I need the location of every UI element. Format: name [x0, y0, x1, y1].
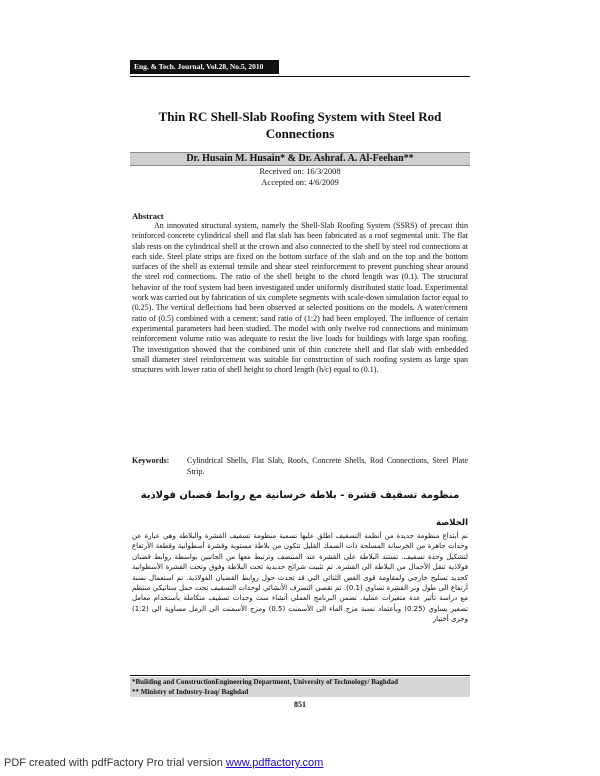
header-rule	[130, 76, 470, 77]
keywords-text: Cylindrical Shells, Flat Slab, Roofs, Concrete Shells, Rod Connections, Steel Plate Strip.	[187, 456, 468, 476]
journal-header: Eng. & Tech. Journal, Vol.28, No.5, 2010	[130, 60, 279, 74]
footnotes	[130, 677, 470, 697]
abstract-heading: Abstract	[132, 211, 164, 221]
footnote-rule	[130, 675, 470, 676]
arabic-abstract-text: تم أبتداع منظومة جديدة من أنظمة التسقيف اطلق عليها تسمية منظومة تسقيف القشرة والبلاطة وهي عبارة عن وحدات جاهزة من الخرسانة المسلحة ذات السمك القليل تتكون من بلاطة مستوية وقشرة أسطوانية وقطعة الأرتفاع لتشكيل وحدة تسقيف. تستند البلاطة على القشرة عند المنتصف وترتبط معها من الجانبين بواسطة روابط قضبان فولاذية تنقل الأحمال من البلاطة الى القشرة. تم تثبيت شرائح حديدية تحت البلاطة وفوق وتحت القشرة الأسطوانية كحديد تسليح خارجي ولمقاومة قوى القص الثنائي التي قد تحدث حول روابط القضبان الفولاذية. تم استعمال نسبة أرتفاع الى طول وتر القشرة تساوي (0.1). تم تقصي التصرف الأنشائي لوحدات التسقيف تحت حمل ستاتيكي منتظم مع دراسة تأثير عدة متغيرات عملية. تضمن البرنامج العملي أنشاء ست وحدات تسقيف متكاملة بأستخدام معامل تصغير يساوي (0.25) وبأعتماد نسبة مزج الماء الى الأسمنت (0.5) ومزج الأسمنت الى الرمل مساوية الى (1:2) وجرى أختبار	[132, 532, 468, 624]
page-number: 851	[294, 700, 306, 709]
arabic-abstract-heading: الخلاصة	[435, 518, 468, 528]
arabic-title: منظومة تسقيف قشرة - بلاطة خرسانية مع روابط قضبان فولاذية	[140, 490, 460, 501]
footnote-affiliation-1: *Building and ConstructionEngineering Department, University of Technology/ Baghdad	[132, 678, 399, 686]
received-date: Received on: 16/3/2008	[259, 166, 341, 176]
pdf-banner-text: PDF created with pdfFactory Pro trial version	[4, 757, 226, 769]
accepted-date: Accepted on: 4/6/2009	[261, 177, 339, 187]
keywords-label: Keywords:	[132, 456, 170, 465]
keywords	[132, 456, 468, 477]
paper-title: Thin RC Shell-Slab Roofing System with Steel Rod Connections	[158, 109, 442, 141]
footnote-affiliation-2: ** Ministry of Industry-Iraq/ Baghdad	[132, 688, 249, 696]
pdf-creator-banner	[4, 757, 323, 769]
authors: Dr. Husain M. Husain* & Dr. Ashraf. A. Al-Feehan**	[130, 152, 470, 166]
pdffactory-link[interactable]: www.pdffactory.com	[225, 757, 324, 769]
abstract-text: An innovated structural system, namely the Shell-Slab Roofing System (SSRS) of precast thin reinforced concrete cylindrical shell and flat slab has been fabricated as a roof segmental unit. The flat slab rests on the cylindrical shell at the crown and also connected to the shell by steel rod connections at each side. Steel plate strips are fixed on the bottom surface of the slab and on the top and the bottom surfaces of the shell as external tensile and shear steel reinforcement to prevent punching shear around the steel rod connections. The ratio of the shell height to the chord length was (0.1). The structural behavior of the roof system had been investigated under uniformly distributed static load. Experimental work was carried out by fabrication of six complete segments with scale-down simulation factor equal to (0.25). The vertical deflections had been observed at selected positions on the models. A water/cement ratio of (0.5) combined with a cement: sand ratio of (1:2) had been employed. The influence of certain experimental parameters had been studied. The model with only twelve rod connections and minimum reinforcement volume ratio was adequate to resist the live loads for buildings with large span roofing. The investigation showed that the combined unit of thin concrete shell and flat slab with embedded small diameter steel reinforcement was suitable for construction of such roofing system as large span structures with lower ratio of shell height to chord length (h/c) equal to (0.1).	[132, 221, 468, 375]
